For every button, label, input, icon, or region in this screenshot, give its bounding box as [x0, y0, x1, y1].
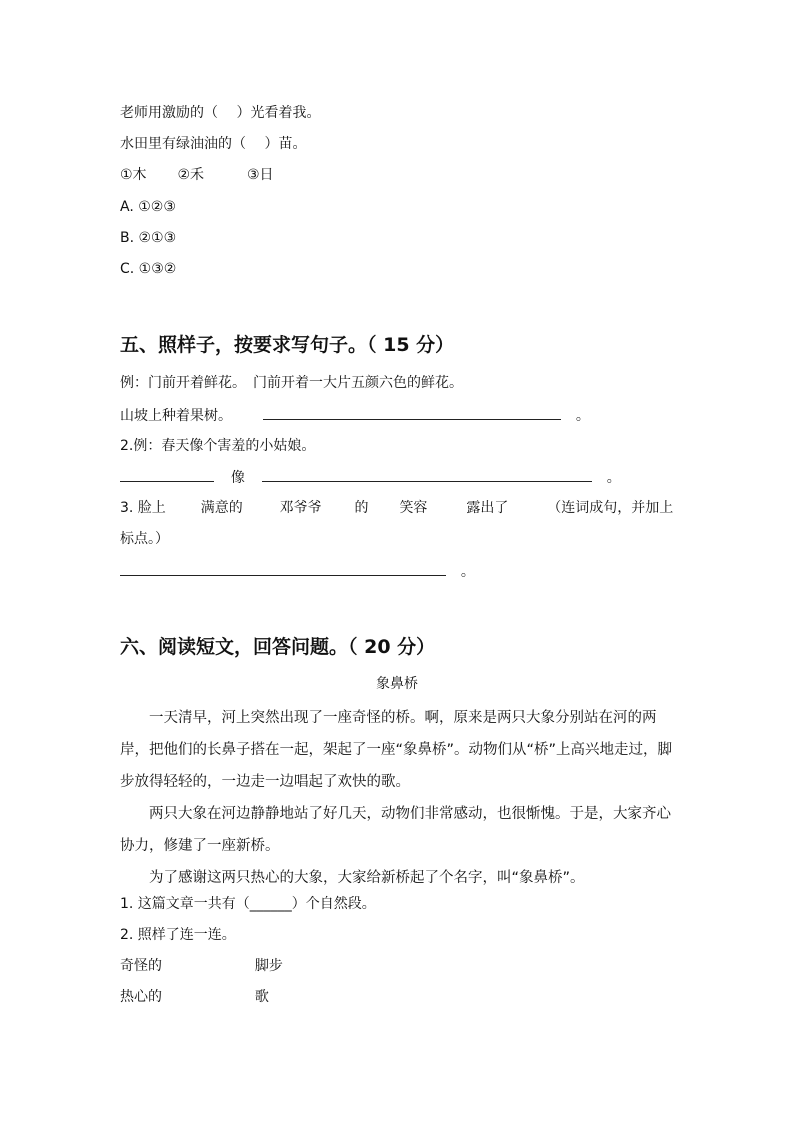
q2-mid-word: 像 — [230, 470, 245, 486]
match-left-2: 热心的 — [120, 989, 162, 1005]
period-2: 。 — [606, 470, 621, 486]
answer-blank-1[interactable] — [263, 405, 561, 420]
story-title: 象鼻桥 — [376, 676, 418, 692]
reading-question-2: 2. 照样了连一连。 — [120, 927, 236, 943]
rewrite-question-1 — [120, 405, 590, 426]
period-1: 。 — [575, 408, 590, 424]
choice-2: ②禾 — [177, 167, 205, 183]
match-right-1: 脚步 — [254, 958, 283, 974]
word-6: 露出了 — [466, 500, 509, 516]
answer-blank-2a[interactable] — [120, 467, 214, 482]
option-c: C. ①③② — [120, 261, 177, 277]
question-line-1: 老师用激励的（ ）光看着我。 — [120, 105, 321, 121]
word-4: 的 — [354, 500, 369, 516]
option-b: B. ②①③ — [120, 230, 177, 246]
option-a: A. ①②③ — [120, 199, 176, 215]
word-2: 满意的 — [200, 500, 243, 516]
choices-row — [120, 165, 274, 185]
word-5: 笑容 — [399, 500, 428, 516]
example-2: 2.例：春天像个害羞的小姑娘。 — [120, 438, 316, 454]
section-5-title: 五、照样子，按要求写句子。（ 15 分） — [120, 334, 455, 356]
question-line-2: 水田里有绿油油的（ ）苗。 — [120, 136, 307, 152]
story-paragraph-2: 两只大象在河边静静地站了好几天，动物们非常感动，也很惭愧。于是，大家齐心协力，修建了一座新桥。 — [120, 806, 671, 854]
story-paragraph-1: 一天清早，河上突然出现了一座奇怪的桥。啊，原来是两只大象分别站在河的两岸，把他们的长鼻子搭在一起，架起了一座“象鼻桥”。动物们从“桥”上高兴地走过，脚步放得轻轻的，一边走一边唱起了欢快的歌。 — [120, 710, 673, 790]
rewrite-question-3 — [120, 498, 673, 518]
example-1: 例：门前开着鲜花。 门前开着一大片五颜六色的鲜花。 — [120, 375, 463, 391]
match-right-2: 歌 — [254, 989, 269, 1005]
story-paragraph-3: 为了感谢这两只热心的大象，大家给新桥起了个名字，叫“象鼻桥”。 — [149, 870, 585, 886]
match-left-1: 奇怪的 — [120, 958, 162, 974]
q3-instruction-cont: 标点。） — [120, 531, 169, 547]
word-1: 3. 脸上 — [120, 500, 166, 516]
q1-sentence: 山坡上种着果树。 — [120, 408, 232, 424]
rewrite-question-2 — [120, 467, 621, 488]
reading-question-1: 1. 这篇文章一共有（______）个自然段。 — [120, 896, 376, 912]
section-6-title: 六、阅读短文，回答问题。（ 20 分） — [120, 636, 436, 658]
q3-instruction: （连词成句，并加上 — [547, 500, 674, 516]
answer-blank-3[interactable] — [120, 561, 446, 576]
word-3: 邓爷爷 — [279, 500, 322, 516]
answer-blank-2b[interactable] — [262, 467, 592, 482]
choice-1: ①木 — [120, 167, 147, 183]
match-row-1 — [120, 956, 283, 976]
period-3: 。 — [460, 564, 475, 580]
match-row-2 — [120, 987, 269, 1007]
rewrite-answer-3 — [120, 561, 475, 582]
choice-3: ③日 — [246, 167, 274, 183]
